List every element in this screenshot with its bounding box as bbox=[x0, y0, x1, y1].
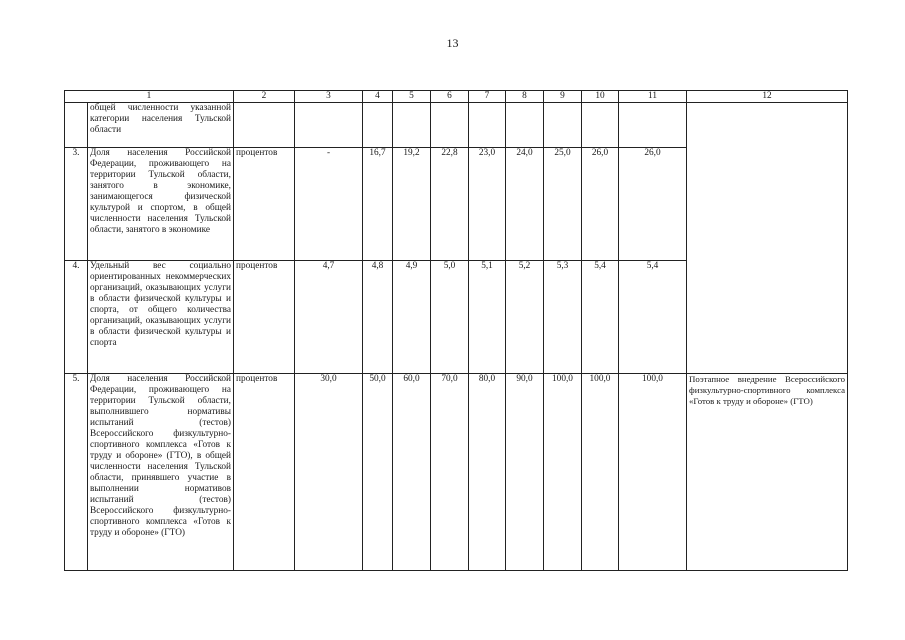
value-cell: 50,0 bbox=[363, 374, 393, 571]
value-cell: 5,3 bbox=[544, 261, 582, 374]
header-cell: 2 bbox=[234, 91, 295, 103]
value-cell: 30,0 bbox=[295, 374, 363, 571]
value-cell: 26,0 bbox=[582, 148, 619, 261]
value-cell bbox=[363, 103, 393, 148]
value-cell: 80,0 bbox=[469, 374, 506, 571]
value-cell: 5,4 bbox=[619, 261, 687, 374]
value-cell bbox=[393, 103, 431, 148]
header-cell: 7 bbox=[469, 91, 506, 103]
indicator-description: Удельный вес социально ориентированных некоммерческих организаций, оказывающих услуги в области физической культуры и спорта, от общего количества организаций, оказывающих услуги в области физической культуры и спорта bbox=[88, 261, 234, 374]
table-header-row bbox=[65, 91, 848, 103]
value-cell: 100,0 bbox=[544, 374, 582, 571]
value-cell bbox=[544, 103, 582, 148]
value-cell: 90,0 bbox=[506, 374, 544, 571]
indicators-table bbox=[64, 90, 848, 571]
note-cell-empty bbox=[687, 103, 848, 374]
note-cell: Поэтапное внедрение Всероссийского физкультурно-спортивного комплекса «Готов к труду и обороне» (ГТО) bbox=[687, 374, 848, 571]
unit-cell: процентов bbox=[234, 148, 295, 261]
header-cell: 4 bbox=[363, 91, 393, 103]
value-cell bbox=[619, 103, 687, 148]
row-number: 4. bbox=[65, 261, 88, 374]
value-cell: 5,1 bbox=[469, 261, 506, 374]
value-cell: 4,8 bbox=[363, 261, 393, 374]
header-cell: 8 bbox=[506, 91, 544, 103]
value-cell: 16,7 bbox=[363, 148, 393, 261]
value-cell bbox=[469, 103, 506, 148]
value-cell: 100,0 bbox=[582, 374, 619, 571]
unit-cell bbox=[234, 103, 295, 148]
value-cell: 4,7 bbox=[295, 261, 363, 374]
value-cell: 60,0 bbox=[393, 374, 431, 571]
value-cell bbox=[431, 103, 469, 148]
unit-cell: процентов bbox=[234, 374, 295, 571]
value-cell: 23,0 bbox=[469, 148, 506, 261]
value-cell bbox=[582, 103, 619, 148]
header-cell: 12 bbox=[687, 91, 848, 103]
value-cell bbox=[506, 103, 544, 148]
header-cell: 1 bbox=[65, 91, 234, 103]
table-row bbox=[65, 103, 848, 148]
indicator-description: Доля населения Российской Федерации, проживающего на территории Тульской области, занятого в экономике, занимающегося физической культурой и спортом, в общей численности населения Тульской области, занятого в экономике bbox=[88, 148, 234, 261]
header-cell: 3 bbox=[295, 91, 363, 103]
value-cell: 19,2 bbox=[393, 148, 431, 261]
value-cell: 24,0 bbox=[506, 148, 544, 261]
value-cell: 22,8 bbox=[431, 148, 469, 261]
indicator-description: общей численности указанной категории населения Тульской области bbox=[88, 103, 234, 148]
value-cell: 5,4 bbox=[582, 261, 619, 374]
unit-cell: процентов bbox=[234, 261, 295, 374]
table-row bbox=[65, 374, 848, 571]
value-cell: 70,0 bbox=[431, 374, 469, 571]
header-cell: 9 bbox=[544, 91, 582, 103]
page-number: 13 bbox=[446, 36, 459, 50]
header-cell: 10 bbox=[582, 91, 619, 103]
value-cell: 5,0 bbox=[431, 261, 469, 374]
value-cell: 25,0 bbox=[544, 148, 582, 261]
value-cell bbox=[295, 103, 363, 148]
row-number: 5. bbox=[65, 374, 88, 571]
value-cell: 100,0 bbox=[619, 374, 687, 571]
header-cell: 11 bbox=[619, 91, 687, 103]
value-cell: 26,0 bbox=[619, 148, 687, 261]
value-cell: 4,9 bbox=[393, 261, 431, 374]
value-cell: - bbox=[295, 148, 363, 261]
row-number: 3. bbox=[65, 148, 88, 261]
header-cell: 6 bbox=[431, 91, 469, 103]
value-cell: 5,2 bbox=[506, 261, 544, 374]
indicator-description: Доля населения Российской Федерации, проживающего на территории Тульской области, выполнившего нормативы испытаний (тестов) Всероссийского физкультурно-спортивного комплекса «Готов к труду и обороне» (ГТО), в общей численности населения Тульской области, принявшего участие в выполнении нормативов испытаний (тестов) Всероссийского физкультурно-спортивного комплекса «Готов к труду и обороне» (ГТО) bbox=[88, 374, 234, 571]
header-cell: 5 bbox=[393, 91, 431, 103]
row-number bbox=[65, 103, 88, 148]
